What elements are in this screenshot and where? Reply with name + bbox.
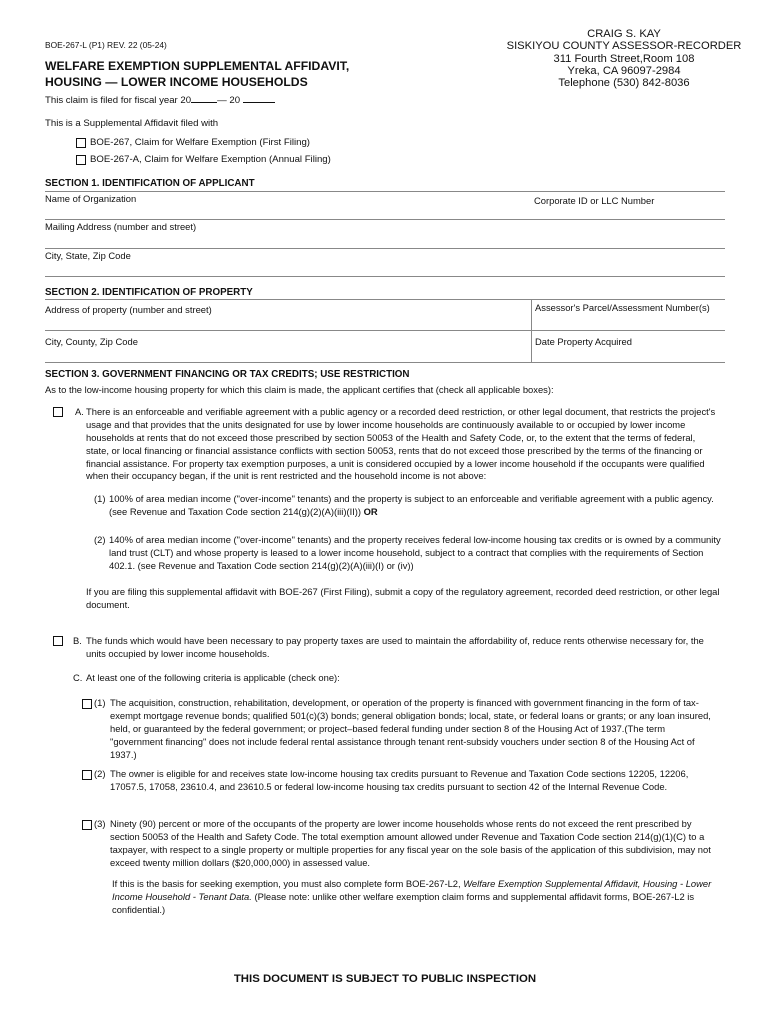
form-title-line-2: HOUSING — LOWER INCOME HOUSEHOLDS — [45, 75, 308, 90]
criterion-c2-text: The owner is eligible for and receives state low-income housing tax credits pursuant to Revenue and Taxation Code sections 12205, 12206, 17057.5, 17058, 23610.4, and 23610.5 or federal low-income housing tax credits pursuant to section 42 of the Internal Revenue Code. — [110, 768, 689, 792]
section-2-heading: SECTION 2. IDENTIFICATION OF PROPERTY — [45, 287, 253, 298]
criterion-c3-note-pre: If this is the basis for seeking exemption, you must also complete form BOE-267-L2, — [112, 878, 461, 889]
annual-filing-checkbox[interactable] — [76, 155, 86, 165]
mailing-address-label: Mailing Address (number and street) — [45, 221, 197, 232]
assessor-phone: Telephone (530) 842-8036 — [558, 77, 690, 90]
criterion-c1-number: (1) — [94, 697, 106, 708]
property-city-field[interactable] — [45, 362, 725, 363]
criterion-c2-number: (2) — [94, 768, 106, 779]
fiscal-year-prefix: This claim is filed for fiscal year 20 — [45, 95, 192, 106]
fiscal-year-line — [45, 94, 275, 108]
fiscal-year-end-field[interactable] — [243, 94, 275, 103]
criterion-b-checkbox[interactable] — [53, 636, 63, 646]
criterion-b-text: The funds which would have been necessary to pay property taxes are used to maintain the affordability of, reduce rents otherwise necessary for, the units occupied by lower income households. — [86, 635, 704, 659]
assessor-name: CRAIG S. KAY — [587, 28, 661, 40]
date-acquired-label: Date Property Acquired — [535, 336, 632, 347]
criterion-a-note: If you are filing this supplemental affidavit with BOE-267 (First Filing), submit a copy of the regulatory agreement, recorded deed restriction, or other legal document. — [86, 586, 720, 610]
criterion-c3-note-post: (Please note: unlike other welfare exemption claim forms and supplemental affidavit forms, BOE-267-L2 is confidential.) — [112, 890, 695, 915]
first-filing-option[interactable] — [76, 137, 310, 150]
criterion-a-text: There is an enforceable and verifiable agreement with a public agency or a recorded deed restriction, or other legal document, that restricts the project's usage and that provides that the units designated for use by lower income households are continuously available to or occupied by lower income households at rents that do not exceed those prescribed by section 50053 of the Health and Safety Code, or, to the extent that the terms of federal, state, or local financing or financial assistance conflicts with section 50053, rents that do not exceed those prescribed by the terms of the financing or financial assistance. For property tax exemption purposes, a unit is considered occupied by a lower income household if the occupants were qualified when their occupancy began, if the unit is rent restricted and the household income is not above: — [86, 406, 716, 482]
criterion-c3-text: Ninety (90) percent or more of the occupants of the property are lower income households whose rents do not exceed the rent prescribed by section 50053 of the Health and Safety Code. The total exemption amount allowed under Revenue and Taxation Code section 214(g)(1)(C) to a taxpayer, with respect to a single property or multiple properties for any fiscal year on the sole basis of the application of this subdivision, may not exceed twenty million dollars ($20,000,000) in assessed value. — [110, 818, 711, 868]
assessor-address-block — [500, 28, 748, 90]
criterion-a2-text: 140% of area median income ("over-income" tenants) and the property receives federal low-income housing tax credits or is owned by a community land trust (CLT) and whose property is leased to a lower income household, subject to a contract that complies with the requirements of Section 402.1. (see Revenue and Taxation Code section 214(g)(2)(A)(iii)(I) or (iv)) — [109, 534, 721, 571]
city-state-zip-label: City, State, Zip Code — [45, 250, 131, 261]
criterion-a-checkbox[interactable] — [53, 407, 63, 417]
org-name-label: Name of Organization — [45, 193, 137, 204]
property-address-field[interactable] — [45, 330, 725, 331]
corp-id-label: Corporate ID or LLC Number — [534, 195, 655, 206]
criterion-a1-text: 100% of area median income ("over-income" tenants) and the property is subject to an enforceable and verifiable agreement with a public agency. (see Revenue and Taxation Code section 214(g)(2)(A)(iii)(II)) — [109, 493, 714, 517]
criterion-a1-or: OR — [363, 505, 378, 517]
fiscal-year-start-field[interactable] — [191, 94, 217, 103]
first-filing-label: BOE-267, Claim for Welfare Exemption (First Filing) — [90, 137, 311, 148]
form-title — [45, 58, 445, 90]
assessor-office: SISKIYOU COUNTY ASSESSOR-RECORDER — [506, 40, 742, 53]
criterion-a1-paragraph — [109, 493, 721, 519]
section-2-top-rule — [45, 299, 725, 300]
property-city-label: City, County, Zip Code — [45, 336, 138, 347]
city-state-zip-field[interactable] — [45, 276, 725, 277]
supplemental-intro: This is a Supplemental Affidavit filed with — [45, 118, 219, 129]
criterion-c1-checkbox[interactable] — [82, 699, 92, 709]
parcel-number-label: Assessor's Parcel/Assessment Number(s) — [535, 302, 710, 313]
first-filing-checkbox[interactable] — [76, 138, 86, 148]
annual-filing-option[interactable] — [76, 154, 331, 167]
annual-filing-label: BOE-267-A, Claim for Welfare Exemption (Annual Filing) — [90, 154, 331, 165]
form-number: BOE-267-L (P1) REV. 22 (05-24) — [45, 40, 167, 50]
criterion-c-letter: C. — [73, 672, 83, 683]
assessor-city: Yreka, CA 96097-2984 — [567, 64, 681, 77]
criterion-c3-note-form-title: Welfare Exemption Supplemental Affidavit, Housing - Lower Income Household - Tenant Data. — [112, 878, 712, 902]
form-title-line-1: WELFARE EXEMPTION SUPPLEMENTAL AFFIDAVIT, — [45, 59, 350, 73]
criterion-a1-number: (1) — [94, 493, 106, 504]
criterion-c-intro: At least one of the following criteria is applicable (check one): — [86, 672, 340, 683]
mailing-address-field[interactable] — [45, 248, 725, 249]
section-3-heading: SECTION 3. GOVERNMENT FINANCING OR TAX CREDITS; USE RESTRICTION — [45, 369, 410, 380]
property-address-label: Address of property (number and street) — [45, 304, 212, 315]
assessor-street: 311 Fourth Street,Room 108 — [553, 52, 695, 65]
org-name-field[interactable] — [45, 219, 725, 220]
criterion-c3-number: (3) — [94, 818, 106, 829]
criterion-c3-checkbox[interactable] — [82, 820, 92, 830]
section-1-heading: SECTION 1. IDENTIFICATION OF APPLICANT — [45, 178, 255, 189]
criterion-c3-note — [112, 878, 718, 917]
criterion-a-letter: A. — [75, 406, 84, 417]
criterion-c2-checkbox[interactable] — [82, 770, 92, 780]
section-3-intro: As to the low-income housing property for which this claim is made, the applicant certifies that (check all applicable boxes): — [45, 384, 554, 395]
fiscal-year-dash: — 20 — [217, 95, 241, 106]
criterion-b-letter: B. — [73, 635, 82, 646]
criterion-a2-number: (2) — [94, 534, 106, 545]
public-inspection-notice: THIS DOCUMENT IS SUBJECT TO PUBLIC INSPECTION — [233, 973, 537, 985]
criterion-c1-text: The acquisition, construction, rehabilitation, development, or operation of the property is financed with government financing in the form of tax-exempt mortgage revenue bonds; qualified 501(c)(3) bonds; general obligation bonds; local, state, or federal loans or grants; or any loan insured, held, or guaranteed by the federal government; or project–based federal funding under section 8 of the Housing Act of 1937.(The term "government financing" does not include federal rental assistance through tenant rent-subsidy vouchers under section 8 of the Housing Act of 1937.) — [110, 697, 711, 760]
section-1-top-rule — [45, 191, 725, 192]
